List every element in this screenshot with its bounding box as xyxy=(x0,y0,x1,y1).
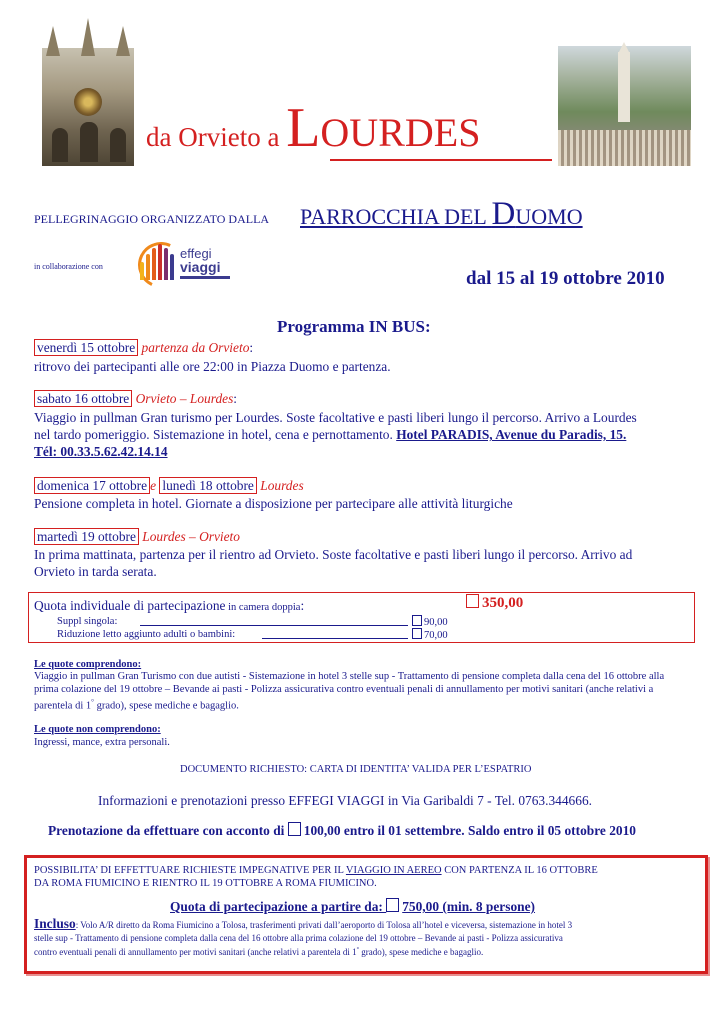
collaboration-text: in collaborazione con xyxy=(34,262,103,271)
organizer-intro: PELLEGRINAGGIO ORGANIZZATO DALLA xyxy=(34,212,270,226)
hotel-phone: Tél: 00.33.5.62.42.14.14 xyxy=(34,444,168,459)
trip-dates: dal 15 al 19 ottobre 2010 xyxy=(466,268,665,289)
day4-text: In prima mattinata, partenza per il rientro ad Orvieto. Soste facoltative e pasti liberi lungo il percorso. Arrivo ad Orvieto in tarda serata. xyxy=(34,547,633,579)
day2-text: Viaggio in pullman Gran turismo per Lourdes. Soste facoltative e pasti liberi lungo il percorso. Arrivo a Lourdes nel tardo pomeriggio. Sistemazione in hotel, cena e pernottamento. Hotel PARADIS, Avenue du Paradis, 15. Tél: 00.33.5.62.42.14.14 xyxy=(34,409,704,460)
reduction-line xyxy=(262,638,408,639)
day1-title: partenza da Orvieto xyxy=(141,340,250,355)
organizer-name: PARROCCHIA DEL DUOMO xyxy=(300,196,583,232)
orvieto-cathedral-photo xyxy=(42,48,134,166)
day2-date-label: sabato 16 ottobre xyxy=(34,390,132,407)
price-value: 350,00 xyxy=(466,594,523,612)
single-supplement-label: Suppl singola: xyxy=(57,616,118,627)
single-supplement-line xyxy=(140,625,408,626)
day1-text: ritrovo dei partecipanti alle ore 22:00 in Piazza Duomo e partenza. xyxy=(34,359,391,374)
air-travel-link: VIAGGIO IN AEREO xyxy=(345,865,442,876)
day2-title: Orvieto – Lourdes xyxy=(135,391,234,406)
title-underline xyxy=(330,159,552,161)
reduction-label: Riduzione letto aggiunto adulti o bambini: xyxy=(57,629,236,640)
day2-heading: sabato 16 ottobre Orvieto – Lourdes: xyxy=(34,390,237,407)
air-travel-included: Incluso: Volo A/R diretto da Roma Fiumicino a Tolosa, trasferimenti privati dall’aeroporto di Tolosa all’hotel e viceversa, sistemazione in hotel 3 stelle sup - Trattamento di pensione completa dalla cena del 16 ottobre alla prima colazione del 19 ottobre – Bevande ai pasti - Polizza assicurativa contro eventuali penali di annullamento per motivi sanitari (anche relativi a parentela di 1° grado), spese mediche e bagaglio. xyxy=(34,916,573,957)
reduction-price: 70,00 xyxy=(412,628,448,642)
day3-title: Lourdes xyxy=(260,478,304,493)
effegi-viaggi-logo: effegi viaggi xyxy=(134,240,234,282)
day4-date-label: martedì 19 ottobre xyxy=(34,528,139,545)
main-title: da Orvieto a LOURDES xyxy=(146,97,481,159)
day1-date-label: venerdì 15 ottobre xyxy=(34,339,138,356)
hotel-name: Hotel PARADIS, Avenue du Paradis, 15. xyxy=(396,427,627,442)
day3-date-label: domenica 17 ottobre xyxy=(34,477,150,494)
lourdes-basilica-photo xyxy=(558,46,691,166)
program-title: Programma IN BUS: xyxy=(277,317,431,336)
includes-text: Viaggio in pullman Gran Turismo con due autisti - Sistemazione in hotel 3 stelle sup - Trattamento di pensione completa dalla cena del 16 ottobre alla prima colazione del 19 ottobre – Bevande ai pasti - Polizza assicurativa contro eventuali penali di annullamento per motivi sanitari (anche relativi a parentela di 1° grado), spese mediche e bagaglio. xyxy=(34,671,665,712)
single-supplement-price: 90,00 xyxy=(412,615,448,629)
info-contact: Informazioni e prenotazioni presso EFFEGI VIAGGI in Via Garibaldi 7 - Tel. 0763.344666. xyxy=(98,793,592,808)
day4-title: Lourdes – Orvieto xyxy=(142,529,240,544)
required-document: DOCUMENTO RICHIESTO: CARTA DI IDENTITA’ VALIDA PER L’ESPATRIO xyxy=(180,764,532,775)
day3-text: Pensione completa in hotel. Giornate a disposizione per partecipare alle attività liturgiche xyxy=(34,496,513,511)
price-label: Quota individuale di partecipazione in camera doppia: xyxy=(34,598,305,613)
not-included-title: Le quote non comprendono: xyxy=(34,724,161,735)
not-included-text: Ingressi, mance, extra personali. xyxy=(34,737,170,748)
air-travel-intro: POSSIBILITA’ DI EFFETTUARE RICHIESTE IMPEGNATIVE PER IL VIAGGIO IN AEREO CON PARTENZA IL 16 OTTOBRE DA ROMA FIUMICINO E RIENTRO IL 19 OTTOBRE A ROMA FIUMICINO. xyxy=(34,865,598,889)
booking-deposit: Prenotazione da effettuare con acconto di 100,00 entro il 01 settembre. Saldo entro il 05 ottobre 2010 xyxy=(48,823,637,838)
day1-heading: venerdì 15 ottobre partenza da Orvieto: xyxy=(34,339,253,356)
day4-heading xyxy=(34,528,240,545)
day3-heading: domenica 17 ottobre e lunedì 18 ottobre Lourdes xyxy=(34,477,304,494)
includes-title: Le quote comprendono: xyxy=(34,659,142,670)
air-travel-price: Quota di partecipazione a partire da: 750,00 (min. 8 persone) xyxy=(170,899,536,914)
day3-date-label2: lunedì 18 ottobre xyxy=(159,477,257,494)
